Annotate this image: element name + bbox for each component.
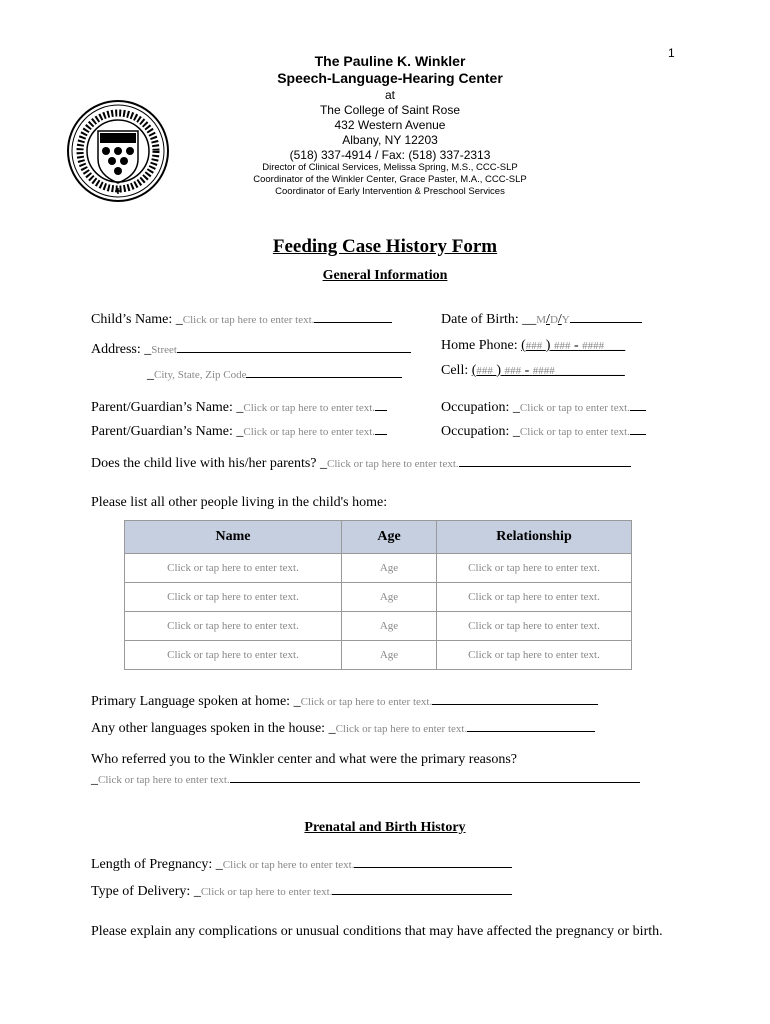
coordinator-ei-line: Coordinator of Early Intervention & Preschool Services	[275, 186, 505, 197]
household-prompt: Please list all other people living in the child's home:	[91, 495, 388, 510]
age-cell[interactable]: Age	[342, 554, 437, 583]
complications-question: Please explain any complications or unusual conditions that may have affected the pregnancy or birth.	[91, 924, 663, 939]
dob-field[interactable]: __M/D/Y	[522, 312, 641, 327]
home-phone-field[interactable]: (### ) ### - ####___	[521, 338, 626, 353]
city-address: Albany, NY 12203	[342, 133, 438, 147]
primary-language-label: Primary Language spoken at home:	[91, 694, 291, 709]
center-name: The Pauline K. Winkler	[314, 53, 466, 69]
other-languages-label: Any other languages spoken in the house:	[91, 721, 326, 736]
primary-language-row	[91, 690, 598, 710]
occupation-label: Occupation:	[441, 424, 510, 439]
name-cell[interactable]: Click or tap here to enter text.	[125, 641, 342, 670]
childs-name-field[interactable]: _Click or tap here to enter text.	[176, 312, 393, 327]
coordinator-line: Coordinator of the Winkler Center, Grace Paster, M.A., CCC-SLP	[253, 174, 527, 185]
page-number: 1	[668, 46, 675, 60]
pregnancy-length-label: Length of Pregnancy:	[91, 857, 213, 872]
household-table	[124, 520, 632, 670]
dob-label: Date of Birth:	[441, 312, 519, 327]
address-row	[91, 338, 411, 358]
guardian-field-2[interactable]: _Click or tap here to enter text.	[236, 424, 387, 439]
guardian-label: Parent/Guardian’s Name:	[91, 400, 233, 415]
home-phone-row	[441, 338, 625, 354]
occupation-row-2	[441, 420, 646, 440]
lives-with-label: Does the child live with his/her parents?	[91, 456, 317, 471]
age-cell[interactable]: Age	[342, 612, 437, 641]
other-languages-row	[91, 717, 595, 737]
pregnancy-length-row	[91, 853, 512, 873]
college-name: The College of Saint Rose	[319, 103, 461, 117]
relationship-cell[interactable]: Click or tap here to enter text.	[437, 641, 632, 670]
relationship-cell[interactable]: Click or tap here to enter text.	[437, 612, 632, 641]
delivery-type-label: Type of Delivery:	[91, 884, 191, 899]
relationship-cell[interactable]: Click or tap here to enter text.	[437, 554, 632, 583]
form-title: Feeding Case History Form	[272, 236, 498, 257]
lives-with-row	[91, 452, 631, 472]
street-address: 432 Western Avenue	[334, 118, 446, 132]
dob-row	[441, 308, 642, 328]
delivery-type-field[interactable]: _Click or tap here to enter text.	[194, 884, 513, 899]
childs-name-row	[91, 308, 392, 328]
referral-field[interactable]: _Click or tap here to enter text.	[91, 768, 640, 788]
referral-question: Who referred you to the Winkler center and what were the primary reasons?	[91, 752, 517, 767]
occupation-label: Occupation:	[441, 400, 510, 415]
address-label: Address:	[91, 342, 141, 357]
table-row	[125, 583, 632, 612]
phone-fax: (518) 337-4914 / Fax: (518) 337-2313	[289, 148, 491, 162]
age-cell[interactable]: Age	[342, 583, 437, 612]
center-subtitle: Speech-Language-Hearing Center	[277, 70, 503, 86]
name-cell[interactable]: Click or tap here to enter text.	[125, 583, 342, 612]
pregnancy-length-field[interactable]: _Click or tap here to enter text.	[216, 857, 513, 872]
delivery-type-row	[91, 880, 512, 900]
column-header-relationship: Relationship	[437, 521, 632, 554]
college-seal-logo	[66, 99, 170, 203]
street-field[interactable]: _Street	[144, 342, 411, 357]
guardian-field-1[interactable]: _Click or tap here to enter text.	[236, 400, 387, 415]
cell-label: Cell:	[441, 363, 469, 378]
occupation-field-1[interactable]: _Click or tap to enter text.	[513, 400, 646, 415]
primary-language-field[interactable]: _Click or tap here to enter text.	[294, 694, 599, 709]
table-row	[125, 612, 632, 641]
cell-row	[441, 363, 625, 379]
column-header-name: Name	[125, 521, 342, 554]
table-row	[125, 554, 632, 583]
home-phone-label: Home Phone:	[441, 338, 518, 353]
table-row	[125, 641, 632, 670]
guardian-row-2	[91, 420, 387, 440]
lives-with-field[interactable]: _Click or tap here to enter text.	[320, 456, 631, 471]
header-at: at	[384, 88, 395, 102]
age-cell[interactable]: Age	[342, 641, 437, 670]
occupation-row-1	[441, 396, 646, 416]
cell-field[interactable]: (### ) ### - ####__________	[471, 363, 625, 378]
other-languages-field[interactable]: _Click or tap here to enter text.	[329, 721, 596, 736]
occupation-field-2[interactable]: _Click or tap to enter text.	[513, 424, 646, 439]
director-line: Director of Clinical Services, Melissa Spring, M.S., CCC-SLP	[262, 162, 518, 173]
childs-name-label: Child’s Name:	[91, 312, 173, 327]
name-cell[interactable]: Click or tap here to enter text.	[125, 612, 342, 641]
guardian-label: Parent/Guardian’s Name:	[91, 424, 233, 439]
relationship-cell[interactable]: Click or tap here to enter text.	[437, 583, 632, 612]
section-heading-prenatal: Prenatal and Birth History	[304, 820, 466, 835]
column-header-age: Age	[342, 521, 437, 554]
section-heading-general: General Information	[322, 268, 448, 283]
guardian-row-1	[91, 396, 387, 416]
name-cell[interactable]: Click or tap here to enter text.	[125, 554, 342, 583]
city-field[interactable]: _City, State, Zip Code	[147, 363, 402, 383]
